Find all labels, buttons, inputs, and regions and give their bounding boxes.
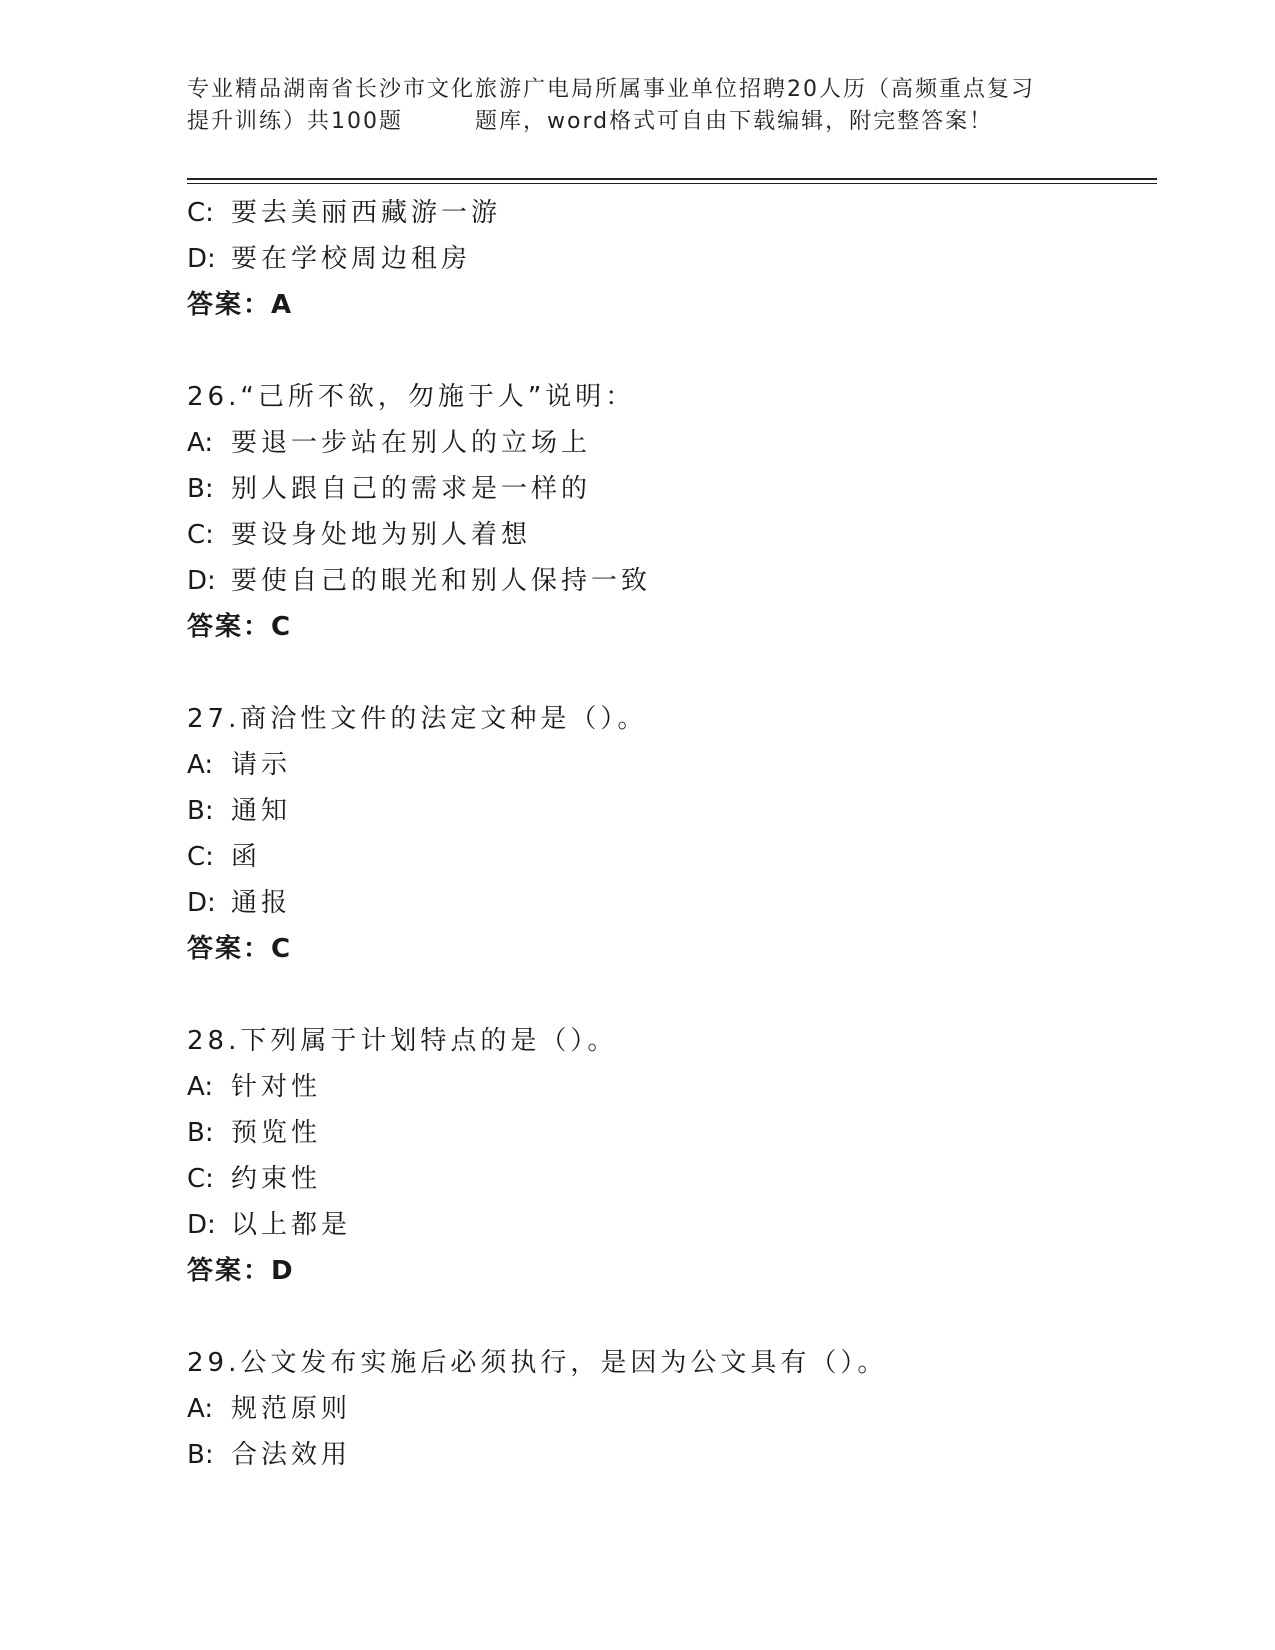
question-stem: 29.公文发布实施后必须执行，是因为公文具有（）。 [187,1348,888,1378]
question-stem: 27.商洽性文件的法定文种是（）。 [187,704,648,734]
answer: 答案：C [187,612,293,642]
option-key: D: [187,888,216,918]
option-c [187,834,1147,880]
option-key: D: [187,566,216,596]
option-key: C: [187,842,214,872]
option-text: 预览性 [231,1118,322,1148]
question-26 [187,374,1147,650]
question-28 [187,1018,1147,1294]
option-d [187,558,1147,604]
option-key: A: [187,750,214,780]
option-b [187,1432,1147,1478]
option-c [187,1156,1147,1202]
option-d [187,1202,1147,1248]
header-title-part-1: 提升训练）共100题 [187,109,403,134]
option-key: B: [187,1118,214,1148]
option-text: 别人跟自己的需求是一样的 [231,474,592,504]
option-text: 以上都是 [231,1210,352,1240]
option-a [187,742,1147,788]
header-divider-thick [187,178,1157,180]
question-list [187,190,1147,1478]
option-key: A: [187,428,214,458]
option-a [187,420,1147,466]
option-a [187,1064,1147,1110]
option-key: B: [187,796,214,826]
option-text: 函 [231,842,262,872]
header-divider-thin [187,183,1157,184]
option-text: 针对性 [231,1072,322,1102]
option-text: 要在学校周边租房 [231,244,472,274]
option-c [187,512,1147,558]
answer: 答案：C [187,934,293,964]
option-key: D: [187,1210,216,1240]
option-key: C: [187,1164,214,1194]
option-c [187,190,1147,236]
header-title-line-1: 专业精品湖南省长沙市文化旅游广电局所属事业单位招聘20人历（高频重点复习 [187,77,1035,102]
option-text: 要退一步站在别人的立场上 [231,428,592,458]
question-27 [187,696,1147,972]
page-header [187,74,1087,138]
question-stem: 26.“己所不欲，勿施于人”说明： [187,382,636,412]
question-29 [187,1340,1147,1478]
option-key: C: [187,520,214,550]
answer: 答案：A [187,290,294,320]
option-key: A: [187,1394,214,1424]
option-key: B: [187,1440,214,1470]
option-key: A: [187,1072,214,1102]
question-stem: 28.下列属于计划特点的是（）。 [187,1026,618,1056]
option-d [187,880,1147,926]
option-a [187,1386,1147,1432]
option-b [187,466,1147,512]
option-text: 要使自己的眼光和别人保持一致 [231,566,652,596]
question-25-continued [187,190,1147,328]
option-text: 合法效用 [231,1440,352,1470]
option-text: 请示 [231,750,292,780]
option-b [187,1110,1147,1156]
option-text: 要设身处地为别人着想 [231,520,532,550]
option-text: 通报 [231,888,292,918]
option-key: D: [187,244,216,274]
option-b [187,788,1147,834]
option-text: 规范原则 [231,1394,352,1424]
option-text: 约束性 [231,1164,322,1194]
option-d [187,236,1147,282]
option-text: 要去美丽西藏游一游 [231,198,502,228]
answer: 答案：D [187,1256,295,1286]
option-text: 通知 [231,796,292,826]
header-title-part-2: 题库，word格式可自由下载编辑，附完整答案！ [475,109,994,134]
option-key: B: [187,474,214,504]
header-title-line-2 [187,106,1087,138]
option-key: C: [187,198,214,228]
